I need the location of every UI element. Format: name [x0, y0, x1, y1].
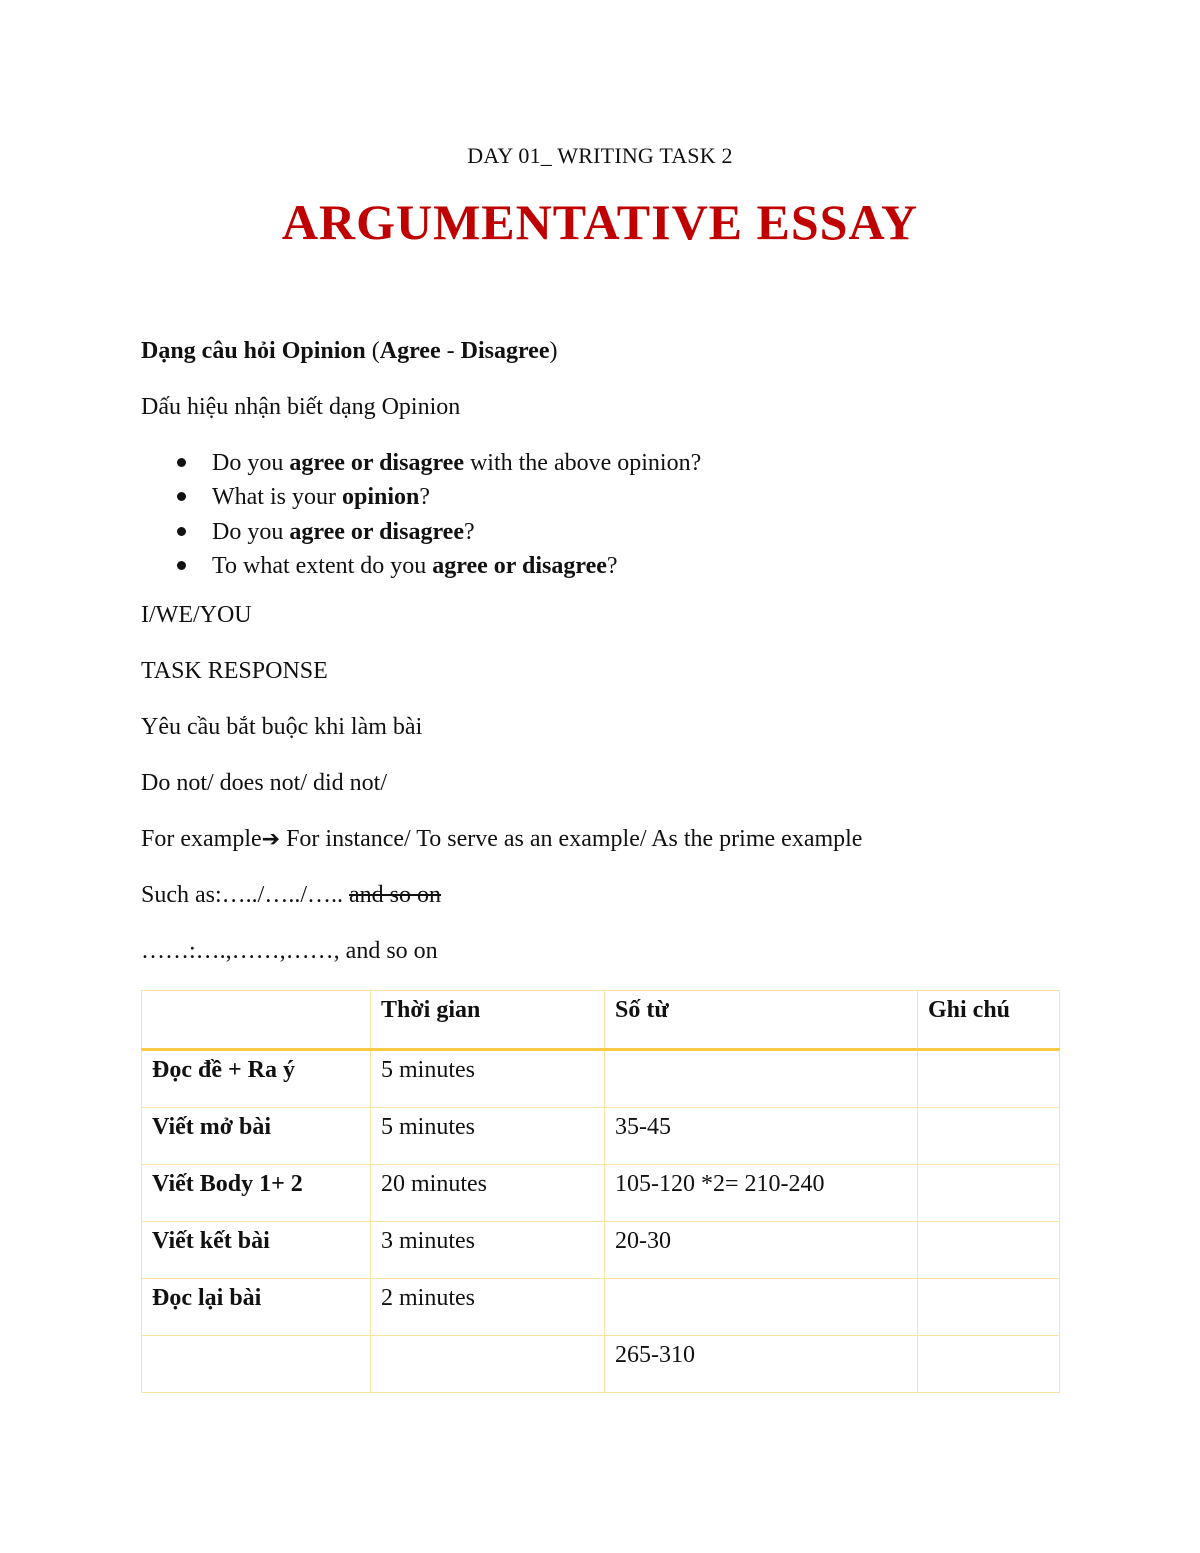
table-cell: 5 minutes	[371, 1050, 605, 1108]
bullet-text: To what extent do you	[212, 552, 433, 579]
bullet-icon	[177, 561, 186, 570]
table-header-row	[142, 991, 1060, 1050]
table-cell: 5 minutes	[371, 1108, 605, 1165]
page-title: ARGUMENTATIVE ESSAY	[281, 194, 919, 250]
bullet-text: ?	[463, 518, 475, 545]
table-row	[142, 1336, 1060, 1393]
bullet-keyword: agree or disagree	[289, 450, 464, 476]
such-as-text: Such as:…../…../…..	[141, 882, 349, 908]
table-row	[142, 1222, 1060, 1279]
negatives-line: Do not/ does not/ did not/	[141, 770, 387, 796]
table-cell	[918, 1165, 1060, 1222]
bullet-text: What is your	[212, 484, 342, 511]
table-cell	[918, 1050, 1060, 1108]
table-row	[142, 1165, 1060, 1222]
bullet-icon	[177, 458, 186, 467]
paren-open: (	[371, 338, 380, 364]
dash: -	[440, 338, 461, 364]
table-row	[142, 1108, 1060, 1165]
header-cell: Số từ	[605, 991, 918, 1050]
list-item	[141, 552, 701, 586]
bullet-keyword: opinion	[341, 484, 420, 511]
header-cell	[142, 991, 371, 1050]
table-cell	[605, 1279, 918, 1336]
list-pattern-line: ……:….,……,……, and so on	[141, 938, 438, 964]
struck-text: and so on	[349, 882, 441, 908]
agree-word: Agree	[379, 338, 441, 364]
example-label: For example	[141, 826, 262, 852]
table-cell: 3 minutes	[371, 1222, 605, 1279]
list-item	[141, 449, 701, 483]
opinion-heading-bold: Dạng câu hỏi Opinion	[141, 338, 372, 364]
table-cell: 20-30	[605, 1222, 918, 1279]
bullet-text: Do you	[212, 450, 290, 476]
row-label-cell	[142, 1336, 371, 1393]
opinion-heading	[141, 338, 557, 365]
bullet-icon	[177, 527, 186, 536]
table-cell	[371, 1336, 605, 1393]
header-cell: Thời gian	[371, 991, 605, 1050]
row-label-cell: Viết Body 1+ 2	[142, 1165, 371, 1222]
arrow-right-icon: ➔	[261, 827, 281, 852]
total-words-cell: 265-310	[605, 1336, 918, 1393]
table-cell: 35-45	[605, 1108, 918, 1165]
example-alternatives: For instance/ To serve as an example/ As the prime example	[280, 826, 863, 852]
paren-close: )	[549, 338, 558, 364]
such-as-line	[141, 882, 441, 909]
table-cell: 20 minutes	[371, 1165, 605, 1222]
bullet-text: ?	[419, 484, 431, 511]
table-row	[142, 1279, 1060, 1336]
page-subtitle: DAY 01_ WRITING TASK 2	[467, 143, 733, 168]
signs-label: Dấu hiệu nhận biết dạng Opinion	[141, 394, 461, 420]
time-plan-table	[141, 990, 1060, 1393]
table-cell	[918, 1222, 1060, 1279]
pronouns-line: I/WE/YOU	[141, 602, 252, 628]
table-cell	[918, 1336, 1060, 1393]
row-label-cell: Viết mở bài	[142, 1108, 371, 1165]
opinion-question-list	[141, 449, 701, 586]
requirements-line: Yêu cầu bắt buộc khi làm bài	[141, 714, 423, 740]
bullet-keyword: agree or disagree	[289, 518, 464, 545]
bullet-text: with the above opinion?	[463, 450, 702, 476]
table-cell: 105-120 *2= 210-240	[605, 1165, 918, 1222]
row-label-cell: Đọc đề + Ra ý	[142, 1050, 371, 1108]
table-row	[142, 1050, 1060, 1108]
disagree-word: Disagree	[460, 338, 550, 364]
header-cell: Ghi chú	[918, 991, 1060, 1050]
row-label-cell: Đọc lại bài	[142, 1279, 371, 1336]
list-item	[141, 518, 701, 552]
bullet-text: ?	[606, 552, 618, 579]
bullet-text: Do you	[212, 518, 290, 545]
table-cell	[605, 1050, 918, 1108]
bullet-keyword: agree or disagree	[432, 552, 607, 579]
table-cell	[918, 1279, 1060, 1336]
table-cell: 2 minutes	[371, 1279, 605, 1336]
task-response-line: TASK RESPONSE	[141, 658, 328, 684]
row-label-cell: Viết kết bài	[142, 1222, 371, 1279]
example-line	[141, 826, 862, 853]
bullet-icon	[177, 492, 186, 501]
table-cell	[918, 1108, 1060, 1165]
list-item	[141, 483, 701, 517]
